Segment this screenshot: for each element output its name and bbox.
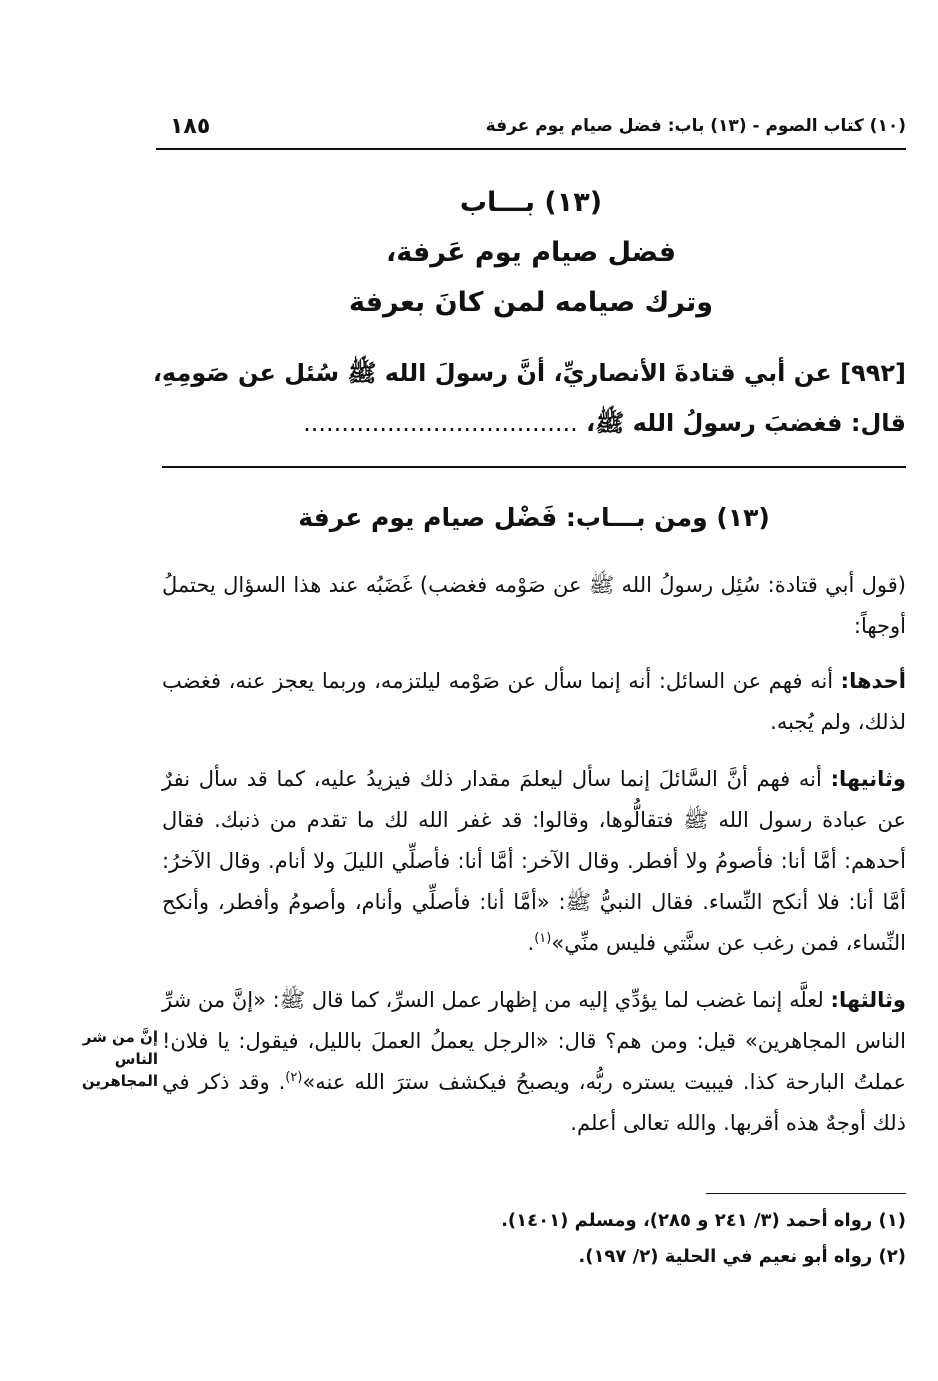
second-aspect-label: وثانيها: — [830, 767, 906, 791]
hadith-text — [152, 348, 906, 448]
commentary-closing: . وقد ذكر في ذلك أوجهٌ هذه أقربها. والله تعالى أعلم. — [162, 1070, 906, 1135]
footnote-1: (١) رواه أحمد (٣/ ٢٤١ و ٢٨٥)، ومسلم (١٤٠١). — [501, 1210, 906, 1231]
chapter-heading — [156, 178, 906, 328]
footnote-ref-2: (٢) — [285, 1070, 303, 1085]
page-number: ١٨٥ — [170, 114, 211, 139]
section-divider — [162, 466, 906, 468]
hadith-line-2 — [162, 398, 906, 448]
chapter-title-line-1: فضل صيام يوم عَرفة، — [385, 237, 677, 268]
third-aspect-text: لعلَّه إنما غضب لما يؤدِّي إليه من إظهار عمل السرِّ، كما قال ﷺ: «إنَّ من شرِّ الناس المجاهرين» قيل: ومن هم؟ قال: «الرجل يعملُ العملَ بالليل، فيقول: يا فلان! عملتُ البارحة كذا. فيبيت يستره ربُّه، ويصبحُ فيكشف سترَ الله عنه» — [162, 988, 906, 1094]
chapter-title-line-2: وترك صيامه لمن كانَ بعرفة — [348, 287, 714, 318]
first-aspect-text: أنه فهم عن السائل: أنه إنما سأل عن صَوْمه ليلتزمه، وربما يعجز عنه، فغضب لذلك، ولم يُجبه. — [162, 669, 906, 734]
footnotes — [162, 1203, 906, 1275]
commentary-heading: (١٣) ومن بـــاب: فَضْل صيام يوم عرفة — [298, 503, 770, 532]
hadith-line-1: [٩٩٢] عن أبي قتادةَ الأنصاريِّ، أنَّ رسولَ الله ﷺ سُئل عن صَومِهِ، — [152, 359, 906, 387]
commentary-third-aspect — [162, 980, 906, 1144]
commentary-body — [162, 565, 906, 1160]
commentary-second-aspect: وثانيها: أنه فهم أنَّ السَّائلَ إنما سأل ليعلمَ مقدار ذلك فيزيدُ عليه، كما قد سأل نفرٌ عن عبادة رسول الله ﷺ فتقالُّوها، وقالوا: قد غفر الله لك ما تقدم من ذنبك. فقال أحدهم: أمَّا أنا: فأصومُ ولا أفطر. وقال الآخر: أمَّا أنا: فأصلِّي الليلَ ولا أنام. وقال الآخرُ: أمَّا أنا: فلا أنكح النِّساء. فقال النبيُّ ﷺ: «أمَّا أنا: فأصلِّي وأنام، وأصومُ وأفطر، وأنكح النِّساء، فمن رغب عن سنَّتي فليس منِّي»$^{(١)}$. — [162, 767, 906, 955]
running-header — [156, 112, 906, 150]
second-aspect-text: أنه فهم أنَّ السَّائلَ إنما سأل ليعلمَ مقدار ذلك فيزيدُ عليه، كما قد سأل نفرٌ عن عبادة رسول الله ﷺ فتقالُّوها، وقالوا: قد غفر الله لك ما تقدم من ذنبك. فقال أحدهم: أمَّا أنا: فأصومُ ولا أفطر. وقال الآخر: أمَّا أنا: فأصلِّي الليلَ ولا أنام. وقال الآخرُ: أمَّا أنا: فلا أنكح النِّساء. فقال النبيُّ ﷺ: «أمَّا أنا: فأصلِّي وأنام، وأصومُ وأفطر، وأنكح النِّساء، فمن رغب عن سنَّتي فليس منِّي» — [162, 767, 906, 955]
hadith-line-2-text: قال: فغضبَ رسولُ الله ﷺ، — [586, 409, 906, 437]
chapter-number: (١٣) بـــاب — [459, 187, 603, 218]
commentary-intro: (قول أبي قتادة: سُئِل رسولُ الله ﷺ عن صَوْمه فغضب) غَضَبُه عند هذا السؤال يحتملُ أوجهاً: — [162, 573, 906, 638]
first-aspect-label: أحدها: — [840, 669, 906, 693]
running-title: (١٠) كتاب الصوم - (١٣) باب: فضل صيام يوم عرفة — [485, 116, 906, 136]
margin-note: إنَّ من شر الناس المجاهرين — [81, 1028, 158, 1090]
footnote-2: (٢) رواه أبو نعيم في الحلية (٢/ ١٩٧). — [578, 1246, 906, 1267]
footnote-rule — [706, 1193, 906, 1194]
hadith-ellipsis: .................................... — [303, 409, 578, 437]
commentary-first-aspect — [162, 661, 906, 743]
footnote-ref-1: (١) — [534, 931, 552, 946]
third-aspect-label: وثالثها: — [830, 988, 906, 1012]
